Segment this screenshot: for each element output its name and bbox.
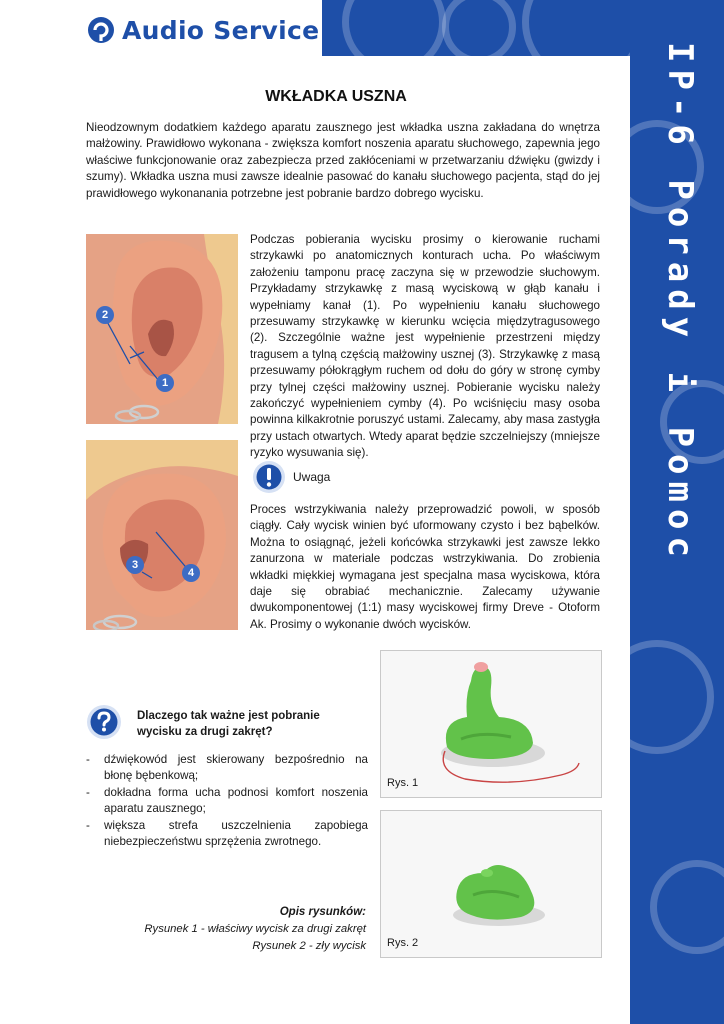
page-title: WKŁADKA USZNA [265, 88, 407, 105]
brand-logo [86, 8, 319, 52]
reasons-list [86, 752, 368, 850]
question-title: Dlaczego tak ważne jest pobranie wycisku za drugi zakręt? [137, 710, 320, 738]
vertical-title: IP-6 Porady i Pomoc [660, 42, 700, 564]
figure-2 [380, 810, 602, 958]
brand-name: Audio Service [122, 15, 320, 45]
marker-3: 3 [126, 556, 144, 574]
captions-title: Opis rysunków: [279, 906, 366, 918]
ear-illustration-2 [86, 440, 238, 630]
ear-illustration-1 [86, 234, 238, 424]
marker-4: 4 [182, 564, 200, 582]
marker-2: 2 [96, 306, 114, 324]
warning-label: Uwaga [293, 470, 331, 484]
question-icon [86, 704, 122, 740]
list-item: - większa strefa uszczelnienia zapobiega niebezpieczeństwu sprzężenia zwrotnego. [86, 818, 368, 849]
procedure-paragraph: Podczas pobierania wycisku prosimy o kierowanie ruchami strzykawki po anatomicznych konturach ucha. Po właściwym założeniu tamponu pracę zaczyna się w przewodzie słuchowym. Przykładamy strzykawkę z masą wyciskową w głąb kanału i wypełniamy kanał (1). Po wypełnieniu kanału słuchowego przesuwamy strzykawkę w kierunku wcięcia międzytragusowego (2). Szczególnie ważne jest wypełnienie przestrzeni między tragusem a tylną częścią małżowiny usznej (3). Strzykawkę z masą przesuwamy półokrągłym ruchem od dołu do góry w stronę cymby przy tylnej części małżowiny usznej. Pobieranie wycisku należy zakończyć wypełnieniem cymby (4). Po wciśnięciu masy osoba powinna kilkakrotnie poruszyć ustami. Zalecamy, aby masa zastygła przy ustach otwartych. Wtedy aparat będzie szczelniejszy (mniejsze ryzyko wysuwania się). [250, 233, 600, 460]
ear-photo-1 [86, 234, 238, 424]
marker-1: 1 [156, 374, 174, 392]
ear-photo-2 [86, 440, 238, 630]
impression-good-image [381, 651, 601, 797]
impression-bad-image [381, 811, 601, 957]
figure-1 [380, 650, 602, 798]
intro-paragraph: Nieodzownym dodatkiem każdego aparatu zausznego jest wkładka uszna zakładana do wnętrza małżowiny. Prawidłowo wykonana - zwiększa komfort noszenia aparatu słuchowego, zapewnia jego właściwe funkcjonowanie oraz zabezpiecza przed zakłóceniami w przetwarzaniu dźwięku (gwizdy i szumy). Wkładka uszna musi zawsze idealnie pasować do kanału słuchowego pacjenta, stąd do jej prawidłowego wykonanania potrzebne jest pobranie bardzo dobrego wycisku. [86, 121, 600, 200]
figure-2-label: Rys. 2 [387, 937, 419, 949]
warning-paragraph: Proces wstrzykiwania należy przeprowadzić powoli, w sposób ciągły. Cały wycisk winien być uformowany czysto i bez bąbelków. Można to osiągnąć, jeżeli końcówka strzykawki jest zawsze lekko zanurzona w materiale podczas wstrzykiwania. Do zrobienia wkładki miękkiej wymagana jest specjalna masa wyciskowa, która daje się obrabiać mechanicznie. Zalecamy używanie dwukomponentowej (1:1) masy wyciskowej firmy Dreve - Otoform Ak. Prosimy o wykonanie dwóch wycisków. [250, 503, 600, 631]
list-item: - dokładna forma ucha podnosi komfort noszenia aparatu zausznego; [86, 785, 368, 816]
list-item: - dźwiękowód jest skierowany bezpośrednio na błonę bębenkową; [86, 753, 368, 783]
logo-mark-icon [86, 15, 116, 45]
caption-figure-1: Rysunek 1 - właściwy wycisk za drugi zakręt [144, 923, 366, 935]
caption-figure-2: Rysunek 2 - zły wycisk [252, 940, 366, 952]
warning-icon [252, 460, 286, 494]
figure-1-label: Rys. 1 [387, 777, 419, 789]
